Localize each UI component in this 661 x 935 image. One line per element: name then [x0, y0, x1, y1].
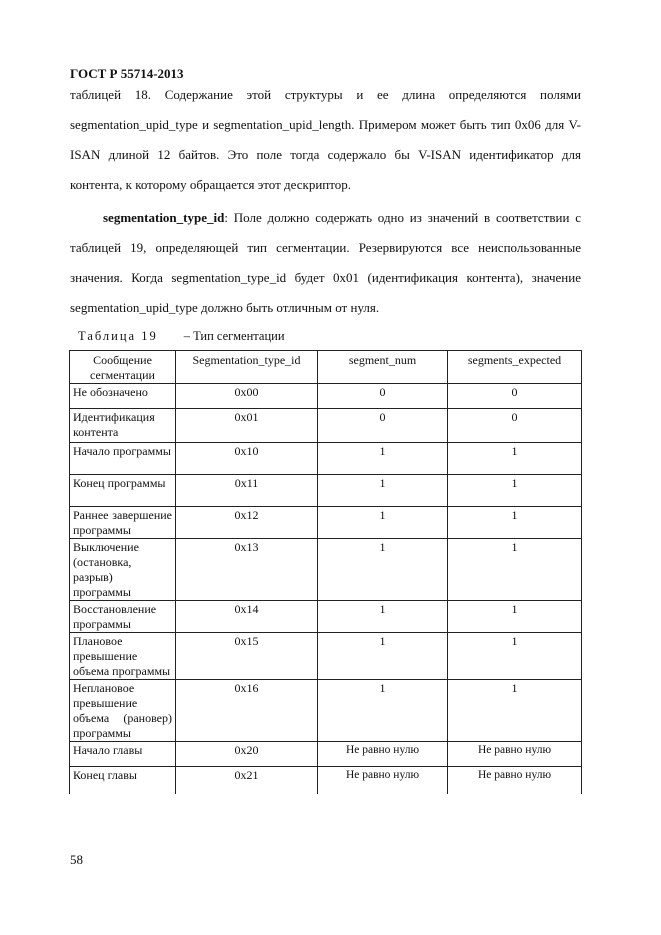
table-cell: 1	[448, 680, 582, 742]
segmentation-type-table	[69, 350, 582, 794]
table-row	[70, 767, 582, 795]
table-cell: 1	[448, 633, 582, 680]
table-cell: Выключение (остановка, разрыв) программы	[70, 539, 176, 601]
table-cell: Начало главы	[70, 742, 176, 767]
table-cell: 0x14	[176, 601, 318, 633]
table-cell: 1	[318, 601, 448, 633]
table-cell: Неплановое превышение объема (рановер) программы	[70, 680, 176, 742]
table-cell: 0	[318, 384, 448, 409]
table-cell: Не равно нулю	[318, 767, 448, 795]
table-cell: 0x10	[176, 443, 318, 475]
paragraph-continuation: таблицей 18. Содержание этой структуры и ее длина определяются полями segmentation_upid_type и segmentation_upid_length. Примером может быть тип 0x06 для V-ISAN длиной 12 байтов. Это поле тогда содержало бы V-ISAN идентификатор для контента, к которому обращается этот дескриптор.	[70, 87, 581, 192]
table-cell: 1	[318, 443, 448, 475]
table-cell: 0	[448, 384, 582, 409]
table-cell: 0x16	[176, 680, 318, 742]
table-caption-label: Таблица 19	[78, 329, 158, 343]
table-cell: Не равно нулю	[448, 767, 582, 795]
table-cell: 1	[318, 633, 448, 680]
page-number: 58	[70, 852, 83, 867]
table-cell: 0x01	[176, 409, 318, 443]
table-cell: 1	[448, 475, 582, 507]
table-row	[70, 384, 582, 409]
table-cell: 0x15	[176, 633, 318, 680]
table-cell: Восстановление программы	[70, 601, 176, 633]
document-header: ГОСТ Р 55714-2013	[70, 66, 184, 81]
table-row	[70, 601, 582, 633]
table-cell: Начало программы	[70, 443, 176, 475]
table-cell: 1	[318, 507, 448, 539]
header-cell: Segmentation_type_id	[176, 351, 318, 384]
table-row	[70, 539, 582, 601]
table-row	[70, 507, 582, 539]
table-header-row	[70, 351, 582, 384]
table-row	[70, 742, 582, 767]
table-cell: 0x20	[176, 742, 318, 767]
table-cell: Раннее завершение программы	[70, 507, 176, 539]
table-cell: Не обозначено	[70, 384, 176, 409]
table-cell: Конец главы	[70, 767, 176, 795]
table-cell: Не равно нулю	[448, 742, 582, 767]
table-row	[70, 409, 582, 443]
table-cell: 1	[448, 601, 582, 633]
term-segmentation-type-id: segmentation_type_id	[103, 210, 225, 225]
paragraph-segmentation-type-id	[70, 203, 581, 323]
table-cell: Конец программы	[70, 475, 176, 507]
header-cell: segments_expected	[448, 351, 582, 384]
table-cell: 1	[448, 443, 582, 475]
table-cell: 1	[318, 475, 448, 507]
table-cell: 1	[318, 539, 448, 601]
table-row	[70, 680, 582, 742]
table-cell: 0x12	[176, 507, 318, 539]
table-row	[70, 475, 582, 507]
table-cell: 1	[318, 680, 448, 742]
table-cell: 0x00	[176, 384, 318, 409]
table-row	[70, 443, 582, 475]
table-cell: Не равно нулю	[318, 742, 448, 767]
table-cell: 0x21	[176, 767, 318, 795]
table-cell: 0x13	[176, 539, 318, 601]
table-cell: 1	[448, 507, 582, 539]
header-cell: Сообщение сегментации	[70, 351, 176, 384]
table-cell: Идентификация контента	[70, 409, 176, 443]
table-cell: 1	[448, 539, 582, 601]
header-cell: segment_num	[318, 351, 448, 384]
table-cell: 0	[448, 409, 582, 443]
table-caption	[78, 329, 285, 344]
table-caption-title: – Тип сегментации	[183, 329, 285, 343]
paragraph-body: : Поле должно содержать одно из значений в соответствии с таблицей 19, определяющей тип сегментации. Резервируются все неиспользованные значения. Когда segmentation_type_id будет 0x01 (идентификация контента), значение segmentation_upid_type должно быть отличным от нуля.	[70, 210, 581, 315]
table-cell: 0x11	[176, 475, 318, 507]
table-row	[70, 633, 582, 680]
table-cell: 0	[318, 409, 448, 443]
table-cell: Плановое превышение объема программы	[70, 633, 176, 680]
